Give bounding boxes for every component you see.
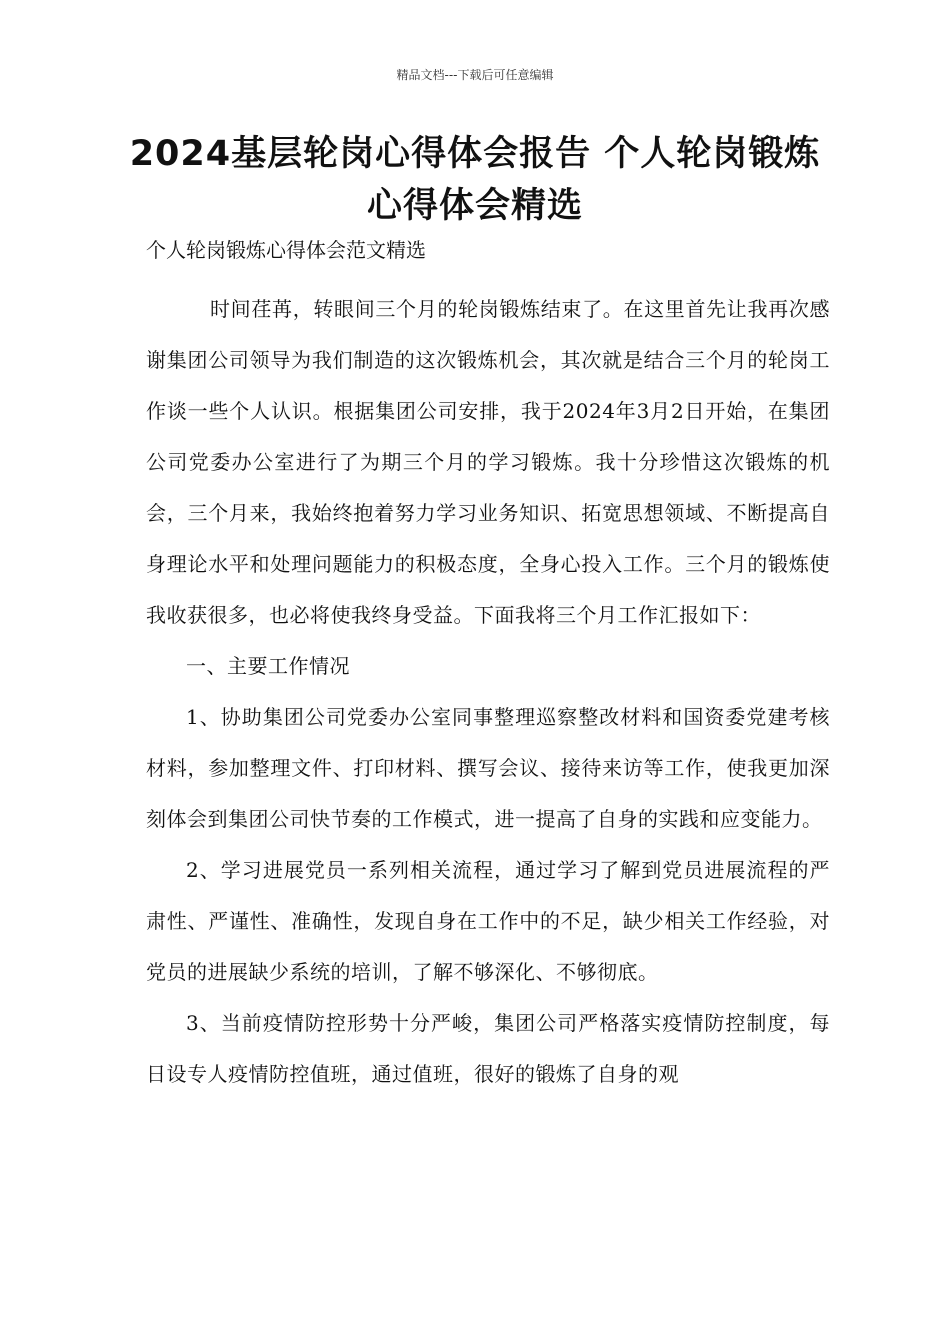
body-paragraph-item-1: 1、协助集团公司党委办公室同事整理巡察整改材料和国资委党建考核材料，参加整理文件、打印材料、撰写会议、接待来访等工作，使我更加深刻体会到集团公司快节奏的工作模式，进一提高了自身的实践和应变能力。	[146, 705, 830, 831]
section-heading-main-work: 一、主要工作情况	[186, 654, 350, 678]
document-subtitle: 个人轮岗锻炼心得体会范文精选	[146, 238, 426, 262]
body-paragraph-item-3: 3、当前疫情防控形势十分严峻，集团公司严格落实疫情防控制度，每日设专人疫情防控值班，通过值班，很好的锻炼了自身的观	[146, 1011, 830, 1086]
body-paragraph-intro: 时间荏苒，转眼间三个月的轮岗锻炼结束了。在这里首先让我再次感谢集团公司领导为我们制造的这次锻炼机会，其次就是结合三个月的轮岗工作谈一些个人认识。根据集团公司安排，我于2024年3月2日开始，在集团公司党委办公室进行了为期三个月的学习锻炼。我十分珍惜这次锻炼的机会，三个月来，我始终抱着努力学习业务知识、拓宽思想领域、不断提高自身理论水平和处理问题能力的积极态度，全身心投入工作。三个月的锻炼使我收获很多，也必将使我终身受益。下面我将三个月工作汇报如下：	[146, 297, 830, 627]
document-title: 2024基层轮岗心得体会报告 个人轮岗锻炼心得体会精选	[129, 134, 821, 226]
document-body	[146, 284, 830, 1100]
page-header-note: 精品文档---下载后可任意编辑	[396, 68, 554, 82]
body-paragraph-item-2: 2、学习进展党员一系列相关流程，通过学习了解到党员进展流程的严肃性、严谨性、准确性，发现自身在工作中的不足，缺少相关工作经验，对党员的进展缺少系统的培训，了解不够深化、不够彻底。	[146, 858, 830, 984]
